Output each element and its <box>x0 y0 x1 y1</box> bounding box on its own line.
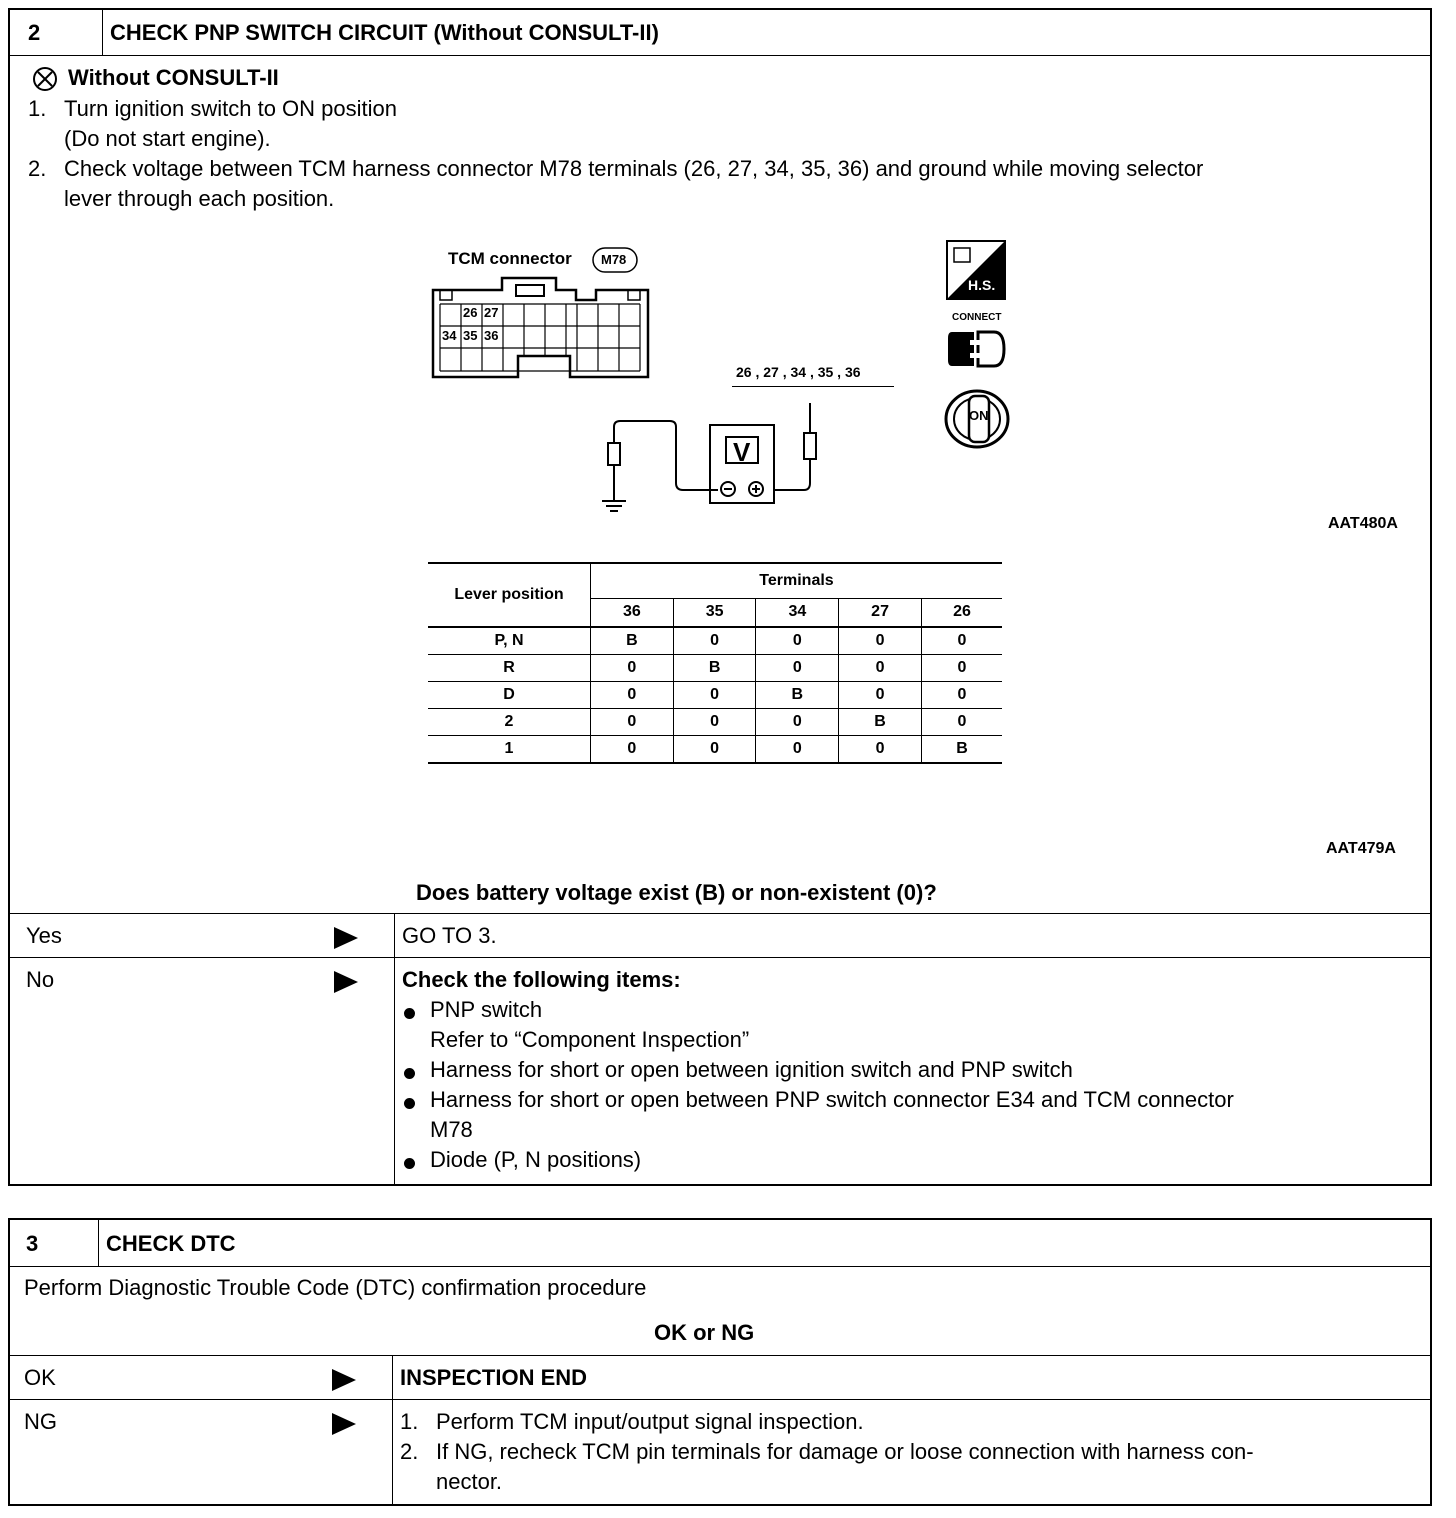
step2-question: Does battery voltage exist (B) or non-existent (0)? <box>416 880 937 905</box>
ng-arrow-icon <box>332 1413 356 1435</box>
yes-label: Yes <box>26 923 62 948</box>
pin-35: 35 <box>463 328 478 343</box>
terminal-column-header: 27 <box>839 598 922 627</box>
subheading: Without CONSULT-II <box>68 65 279 90</box>
step3-number: 3 <box>26 1231 39 1256</box>
hs-icon-label: H.S. <box>968 277 996 293</box>
terminal-value-cell: 0 <box>673 682 756 709</box>
terminal-value-cell: 0 <box>756 736 839 764</box>
terminal-table <box>428 562 1002 764</box>
figure-id-aat480a: AAT480A <box>1328 515 1398 532</box>
step3-title: CHECK DTC <box>106 1231 236 1256</box>
pin-26: 26 <box>463 305 478 320</box>
step-1-line-1: Turn ignition switch to ON position <box>64 96 397 121</box>
step-2-number: 2. <box>28 156 47 181</box>
bullet-icon <box>404 1098 415 1109</box>
ng-item-2-number: 2. <box>400 1439 419 1464</box>
terminal-value-cell: B <box>921 736 1002 764</box>
step3-question: OK or NG <box>654 1320 755 1345</box>
lever-position-cell: P, N <box>428 627 591 655</box>
connector-id: M78 <box>601 252 627 267</box>
table-row <box>428 682 1002 709</box>
table-row <box>428 627 1002 655</box>
ng-item-1: Perform TCM input/output signal inspection. <box>436 1409 864 1434</box>
terminal-value-cell: 0 <box>921 655 1002 682</box>
step2-header-divider <box>8 55 1432 56</box>
step3-result-divider <box>392 1355 393 1506</box>
terminal-value-cell: 0 <box>921 627 1002 655</box>
bullet-icon <box>404 1158 415 1169</box>
lever-position-cell: 2 <box>428 709 591 736</box>
no-item-4: Diode (P, N positions) <box>430 1147 642 1172</box>
terminal-value-cell: B <box>756 682 839 709</box>
table-row <box>428 736 1002 764</box>
pin-27: 27 <box>484 305 499 320</box>
pin-34: 34 <box>442 328 457 343</box>
ng-item-2-cont: nector. <box>436 1469 503 1494</box>
lever-position-header: Lever position <box>428 563 591 627</box>
no-heading: Check the following items: <box>402 967 681 992</box>
step3-instruction: Perform Diagnostic Trouble Code (DTC) confirmation procedure <box>24 1275 647 1300</box>
step-2-line-2: lever through each position. <box>64 186 335 211</box>
step3-header-divider <box>8 1266 1432 1267</box>
step3-question-divider <box>8 1355 1432 1356</box>
yes-arrow-icon <box>334 927 358 949</box>
probe-label-underline <box>732 386 894 387</box>
pin-36: 36 <box>484 328 499 343</box>
table-row <box>428 655 1002 682</box>
no-item-2: Harness for short or open between ignition switch and PNP switch <box>430 1057 1073 1082</box>
terminal-value-cell: 0 <box>921 709 1002 736</box>
no-label: No <box>26 967 55 992</box>
step2-number-divider <box>102 8 103 56</box>
terminal-column-header: 34 <box>756 598 839 627</box>
step2-title: CHECK PNP SWITCH CIRCUIT (Without CONSULT-II) <box>110 20 659 45</box>
lever-position-cell: 1 <box>428 736 591 764</box>
table-header-row <box>428 563 1002 598</box>
terminal-value-cell: 0 <box>839 736 922 764</box>
no-item-3: Harness for short or open between PNP switch connector E34 and TCM connector <box>430 1087 1234 1112</box>
step-1-line-2: (Do not start engine). <box>64 126 271 151</box>
bullet-icon <box>404 1008 415 1019</box>
step2-question-divider <box>8 913 1432 914</box>
terminal-value-cell: 0 <box>673 709 756 736</box>
no-item-3-cont: M78 <box>430 1117 473 1142</box>
terminal-value-cell: 0 <box>591 736 674 764</box>
terminal-value-cell: 0 <box>591 682 674 709</box>
ignition-on-label: ON <box>969 408 989 423</box>
no-consult-icon <box>32 66 58 92</box>
terminal-value-cell: 0 <box>756 655 839 682</box>
connect-icon <box>948 324 1008 374</box>
step2-yes-no-divider <box>8 957 1432 958</box>
step2-number: 2 <box>28 20 41 45</box>
terminal-value-cell: 0 <box>673 736 756 764</box>
lever-position-cell: R <box>428 655 591 682</box>
terminals-header: Terminals <box>591 563 1003 598</box>
probe-terminals-label: 26 , 27 , 34 , 35 , 36 <box>736 364 861 380</box>
figure-id-aat479a: AAT479A <box>1326 840 1396 857</box>
connector-label: TCM connector <box>448 249 572 268</box>
step-2-line-1: Check voltage between TCM harness connector M78 terminals (26, 27, 34, 35, 36) and ground while moving selector <box>64 156 1204 181</box>
terminal-value-cell: B <box>673 655 756 682</box>
step-1-number: 1. <box>28 96 47 121</box>
no-item-1: PNP switch <box>430 997 543 1022</box>
terminal-value-cell: 0 <box>839 682 922 709</box>
table-row <box>428 709 1002 736</box>
terminal-value-cell: 0 <box>756 627 839 655</box>
connect-icon-label: CONNECT <box>952 312 1002 323</box>
ok-action: INSPECTION END <box>400 1365 588 1390</box>
step3-ok-ng-divider <box>8 1399 1432 1400</box>
ok-label: OK <box>24 1365 56 1390</box>
terminal-value-cell: 0 <box>591 709 674 736</box>
terminal-column-header: 36 <box>591 598 674 627</box>
terminal-column-header: 26 <box>921 598 1002 627</box>
ok-arrow-icon <box>332 1369 356 1391</box>
terminal-value-cell: B <box>839 709 922 736</box>
terminal-value-cell: B <box>591 627 674 655</box>
yes-action: GO TO 3. <box>402 923 497 948</box>
bullet-icon <box>404 1068 415 1079</box>
terminal-value-cell: 0 <box>673 627 756 655</box>
ng-item-1-number: 1. <box>400 1409 419 1434</box>
terminal-value-cell: 0 <box>839 655 922 682</box>
no-item-1-note: Refer to “Component Inspection” <box>430 1027 750 1052</box>
step2-result-divider <box>394 913 395 1186</box>
voltmeter-label: V <box>733 437 751 467</box>
step3-number-divider <box>98 1218 99 1266</box>
ng-label: NG <box>24 1409 57 1434</box>
terminal-column-header: 35 <box>673 598 756 627</box>
terminal-value-cell: 0 <box>756 709 839 736</box>
ng-item-2: If NG, recheck TCM pin terminals for damage or loose connection with harness con- <box>436 1439 1254 1464</box>
terminal-value-cell: 0 <box>921 682 1002 709</box>
lever-position-cell: D <box>428 682 591 709</box>
no-arrow-icon <box>334 971 358 993</box>
terminal-value-cell: 0 <box>591 655 674 682</box>
terminal-value-cell: 0 <box>839 627 922 655</box>
voltmeter-wiring-diagram <box>590 395 830 520</box>
